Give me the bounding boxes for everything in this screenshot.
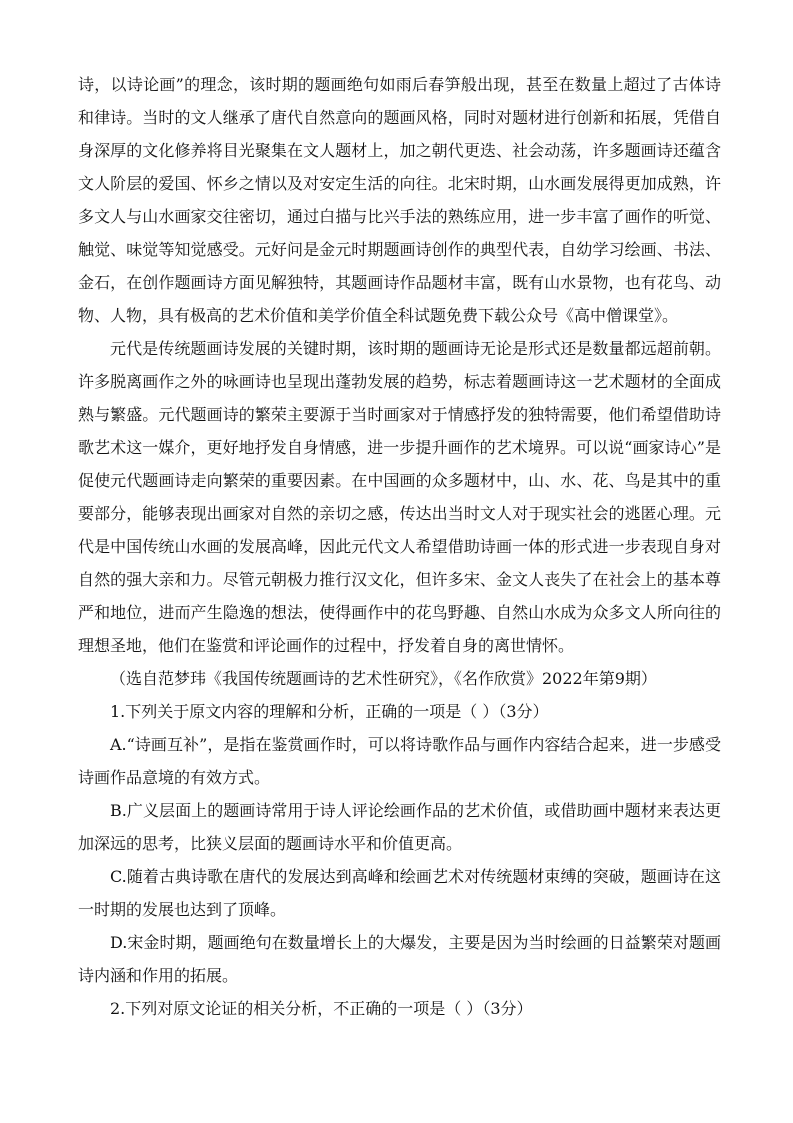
question-1-option-d: D.宋金时期，题画绝句在数量增长上的大爆发，主要是因为当时绘画的日益繁荣对题画诗内涵和作用的拓展。 (78, 933, 721, 985)
paragraph-continuation: 诗，以诗论画”的理念，该时期的题画绝句如雨后春笋般出现，甚至在数量上超过了古体诗和律诗。当时的文人继承了唐代自然意向的题画风格，同时对题材进行创新和拓展，凭借自身深厚的文化修养将目光聚集在文人题材上，加之朝代更迭、社会动荡，许多题画诗还蕴含文人阶层的爱国、怀乡之情以及对安定生活的向往。北宋时期，山水画发展得更加成熟，许多文人与山水画家交往密切，通过白描与比兴手法的熟练应用，进一步丰富了画作的听觉、触觉、味觉等知觉感受。元好问是金元时期题画诗创作的典型代表，自幼学习绘画、书法、金石，在创作题画诗方面见解独特，其题画诗作品题材丰富，既有山水景物，也有花鸟、动物、人物，具有极高的艺术价值和美学价值全科试题免费下载公众号《高中僧课堂》。 (78, 75, 721, 325)
question-1-option-a: A.“诗画互补”，是指在鉴赏画作时，可以将诗歌作品与画作内容结合起来，进一步感受诗画作品意境的有效方式。 (78, 735, 721, 787)
source-citation: （选自范梦玮《我国传统题画诗的艺术性研究》，《名作欣赏》2022年第9期） (110, 669, 657, 688)
question-1-option-c: C.随着古典诗歌在唐代的发展达到高峰和绘画艺术对传统题材束缚的突破，题画诗在这一时期的发展也达到了顶峰。 (78, 867, 721, 919)
paragraph-yuan-dynasty: 元代是传统题画诗发展的关键时期，该时期的题画诗无论是形式还是数量都远超前朝。许多脱离画作之外的咏画诗也呈现出蓬勃发展的趋势，标志着题画诗这一艺术题材的全面成熟与繁盛。元代题画诗的繁荣主要源于当时画家对于情感抒发的独特需要，他们希望借助诗歌艺术这一媒介，更好地抒发自身情感，进一步提升画作的艺术境界。可以说“画家诗心”是促使元代题画诗走向繁荣的重要因素。在中国画的众多题材中，山、水、花、鸟是其中的重要部分，能够表现出画家对自然的亲切之感，传达出当时文人对于现实社会的逃匿心理。元代是中国传统山水画的发展高峰，因此元代文人希望借助诗画一体的形式进一步表现自身对自然的强大亲和力。尽管元朝极力推行汉文化，但许多宋、金文人丧失了在社会上的基本尊严和地位，进而产生隐逸的想法，使得画作中的花鸟野趣、自然山水成为众多文人所向往的理想圣地，他们在鉴赏和评论画作的过程中，抒发着自身的离世情怀。 (78, 339, 721, 655)
question-1-option-b: B.广义层面上的题画诗常用于诗人评论绘画作品的艺术价值，或借助画中题材来表达更加深远的思考，比狭义层面的题画诗水平和价值更高。 (78, 801, 721, 853)
question-1-stem: 1.下列关于原文内容的理解和分析，正确的一项是（ ）（3分） (110, 702, 549, 721)
question-2-stem: 2.下列对原文论证的相关分析，不正确的一项是（ ）（3分） (110, 999, 533, 1018)
